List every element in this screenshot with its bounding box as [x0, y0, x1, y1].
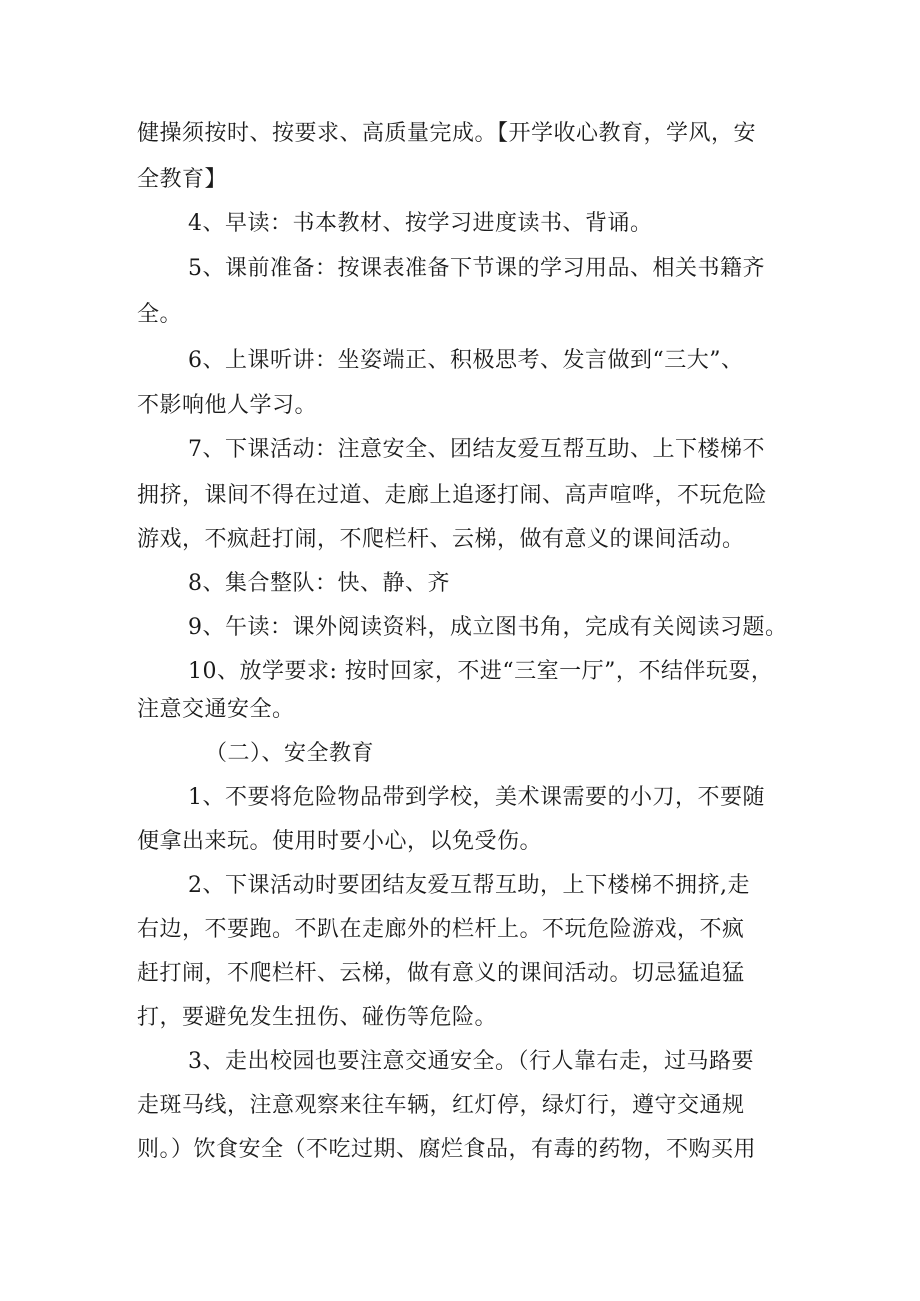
text-line-9: 拥挤，课间不得在过道、走廊上追逐打闹、高声喧哗，不玩危险 [137, 483, 768, 508]
text-line-22: 3、走出校园也要注意交通安全。（行人靠右走，过马路要 [188, 1049, 754, 1074]
text-line-3: 4、早读：书本教材、按学习进度读书、背诵。 [188, 211, 653, 236]
text-line-23: 走斑马线，注意观察来往车辆，红灯停，绿灯行，遵守交通规 [137, 1093, 745, 1118]
text-line-16: 1、不要将危险物品带到学校，美术课需要的小刀，不要随 [188, 785, 765, 810]
text-line-8: 7、下课活动：注意安全、团结友爱互帮互助、上下楼梯不 [188, 437, 765, 462]
text-line-1: 健操须按时、按要求、高质量完成。【开学收心教育，学风，安 [137, 121, 757, 146]
text-line-2: 全教育】 [137, 167, 228, 192]
text-line-4: 5、课前准备：按课表准备下节课的学习用品、相关书籍齐 [188, 256, 765, 281]
text-line-5: 全。 [137, 302, 183, 327]
text-line-6: 6、上课听讲：坐姿端正、积极思考、发言做到“三大”、 [188, 348, 744, 373]
text-line-10: 游戏，不疯赶打闹，不爬栏杆、云梯，做有意义的课间活动。 [137, 527, 745, 552]
text-line-21: 打，要避免发生扭伤、碰伤等危险。 [137, 1005, 498, 1030]
section-heading-safety: （二）、安全教育 [205, 741, 375, 766]
text-line-19: 右边，不要跑。不趴在走廊外的栏杆上。不玩危险游戏，不疯 [137, 917, 745, 942]
text-line-12: 9、午读：课外阅读资料，成立图书角，完成有关阅读习题。 [188, 615, 788, 640]
text-line-11: 8、集合整队：快、静、齐 [188, 571, 450, 596]
text-line-24: 则。）饮食安全（不吃过期、腐烂食品，有毒的药物，不购买用 [137, 1137, 757, 1162]
text-line-7: 不影响他人学习。 [137, 393, 318, 418]
text-line-13: 10、放学要求: 按时回家，不进“三室一厅”，不结伴玩耍， [188, 659, 774, 684]
text-line-17: 便拿出来玩。使用时要小心，以免受伤。 [137, 829, 543, 854]
text-line-14: 注意交通安全。 [137, 697, 295, 722]
text-line-18: 2、下课活动时要团结友爱互帮互助，上下楼梯不拥挤,走 [188, 873, 750, 898]
text-line-20: 赶打闹，不爬栏杆、云梯，做有意义的课间活动。切忌猛追猛 [137, 961, 745, 986]
